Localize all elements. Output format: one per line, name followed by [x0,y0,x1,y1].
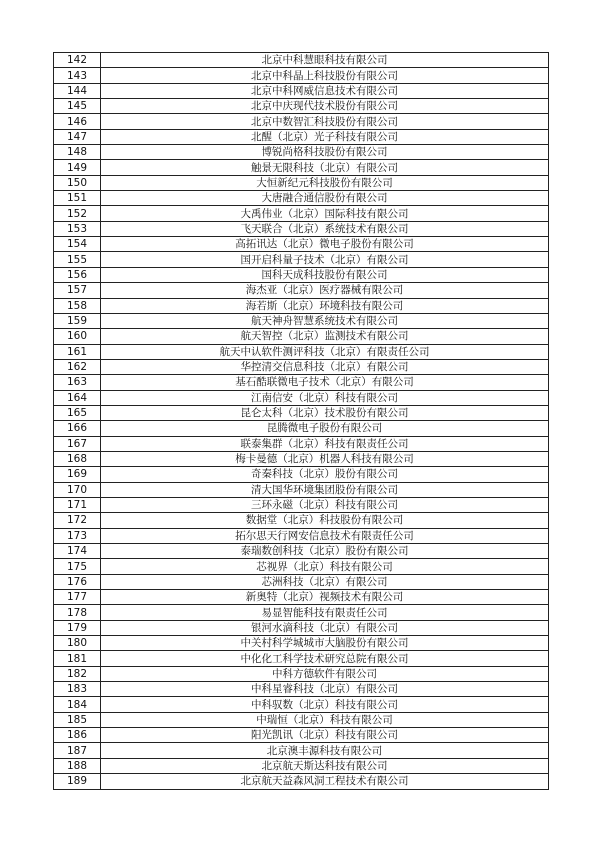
row-number-cell: 142 [54,53,101,68]
company-name-cell: 北京中科网威信息技术有限公司 [101,83,549,98]
table-row [54,651,549,666]
row-number-cell: 156 [54,267,101,282]
table-row [54,68,549,83]
table-row [54,313,549,328]
company-name-cell: 华控清交信息科技（北京）有限公司 [101,359,549,374]
table-row [54,712,549,727]
company-name-cell: 大唐融合通信股份有限公司 [101,191,549,206]
company-name-cell: 中科方德软件有限公司 [101,666,549,681]
company-name-cell: 高拓讯达（北京）微电子股份有限公司 [101,237,549,252]
row-number-cell: 172 [54,513,101,528]
table-row [54,175,549,190]
table-row [54,221,549,236]
company-name-cell: 奇秦科技（北京）股份有限公司 [101,467,549,482]
table-row [54,390,549,405]
company-name-cell: 国科天成科技股份有限公司 [101,267,549,282]
row-number-cell: 163 [54,375,101,390]
company-name-cell: 北京澳丰源科技有限公司 [101,743,549,758]
table-row [54,451,549,466]
row-number-cell: 149 [54,160,101,175]
table-row [54,559,549,574]
row-number-cell: 189 [54,774,101,789]
table-row [54,160,549,175]
company-name-cell: 中科星睿科技（北京）有限公司 [101,682,549,697]
row-number-cell: 169 [54,467,101,482]
table-row [54,83,549,98]
company-name-cell: 触景无限科技（北京）有限公司 [101,160,549,175]
company-name-cell: 阳光凯讯（北京）科技有限公司 [101,728,549,743]
row-number-cell: 173 [54,528,101,543]
table-row [54,329,549,344]
table-row [54,728,549,743]
company-name-cell: 北京中庆现代技术股份有限公司 [101,99,549,114]
table-row [54,99,549,114]
company-name-cell: 飞天联合（北京）系统技术有限公司 [101,221,549,236]
table-row [54,620,549,635]
table-row [54,544,549,559]
row-number-cell: 154 [54,237,101,252]
company-name-cell: 北京中科慧眼科技有限公司 [101,53,549,68]
table-row [54,666,549,681]
company-name-cell: 博锐尚格科技股份有限公司 [101,145,549,160]
company-name-cell: 清大国华环境集团股份有限公司 [101,482,549,497]
row-number-cell: 186 [54,728,101,743]
table-row [54,206,549,221]
row-number-cell: 161 [54,344,101,359]
table-row [54,114,549,129]
company-name-cell: 昆仑太科（北京）技术股份有限公司 [101,405,549,420]
row-number-cell: 183 [54,682,101,697]
row-number-cell: 165 [54,405,101,420]
table-row [54,283,549,298]
row-number-cell: 176 [54,574,101,589]
table-row [54,298,549,313]
row-number-cell: 155 [54,252,101,267]
row-number-cell: 159 [54,313,101,328]
table-row [54,129,549,144]
company-name-cell: 易显智能科技有限责任公司 [101,605,549,620]
row-number-cell: 146 [54,114,101,129]
row-number-cell: 168 [54,451,101,466]
table-row [54,513,549,528]
company-name-cell: 航天神舟智慧系统技术有限公司 [101,313,549,328]
table-row [54,467,549,482]
table-row [54,237,549,252]
table-row [54,497,549,512]
table-row [54,528,549,543]
company-name-cell: 海杰亚（北京）医疗器械有限公司 [101,283,549,298]
row-number-cell: 148 [54,145,101,160]
company-name-cell: 银河水滴科技（北京）有限公司 [101,620,549,635]
row-number-cell: 178 [54,605,101,620]
row-number-cell: 179 [54,620,101,635]
table-row [54,344,549,359]
company-name-cell: 航天智控（北京）监测技术有限公司 [101,329,549,344]
row-number-cell: 185 [54,712,101,727]
company-name-cell: 北京中科晶上科技股份有限公司 [101,68,549,83]
table-row [54,682,549,697]
table-row [54,482,549,497]
row-number-cell: 171 [54,497,101,512]
row-number-cell: 157 [54,283,101,298]
row-number-cell: 175 [54,559,101,574]
table-row [54,758,549,773]
company-name-cell: 昆腾微电子股份有限公司 [101,421,549,436]
row-number-cell: 150 [54,175,101,190]
row-number-cell: 160 [54,329,101,344]
table-row [54,375,549,390]
company-name-cell: 基石酷联微电子技术（北京）有限公司 [101,375,549,390]
company-name-cell: 联泰集群（北京）科技有限责任公司 [101,436,549,451]
company-name-cell: 泰瑞数创科技（北京）股份有限公司 [101,544,549,559]
table-row [54,436,549,451]
company-name-cell: 梅卡曼德（北京）机器人科技有限公司 [101,451,549,466]
row-number-cell: 152 [54,206,101,221]
row-number-cell: 180 [54,636,101,651]
row-number-cell: 187 [54,743,101,758]
company-name-cell: 中科驭数（北京）科技有限公司 [101,697,549,712]
company-name-cell: 北京航天斯达科技有限公司 [101,758,549,773]
table-body [54,53,549,790]
row-number-cell: 181 [54,651,101,666]
company-name-cell: 芯视界（北京）科技有限公司 [101,559,549,574]
row-number-cell: 144 [54,83,101,98]
row-number-cell: 177 [54,590,101,605]
company-name-cell: 大恒新纪元科技股份有限公司 [101,175,549,190]
company-name-cell: 海若斯（北京）环境科技有限公司 [101,298,549,313]
row-number-cell: 153 [54,221,101,236]
company-name-cell: 中瑞恒（北京）科技有限公司 [101,712,549,727]
table-row [54,267,549,282]
company-name-cell: 拓尔思天行网安信息技术有限责任公司 [101,528,549,543]
table-row [54,252,549,267]
company-name-cell: 中化化工科学技术研究总院有限公司 [101,651,549,666]
company-name-cell: 数据堂（北京）科技股份有限公司 [101,513,549,528]
company-list-table [53,52,549,790]
row-number-cell: 184 [54,697,101,712]
company-name-cell: 大禹伟业（北京）国际科技有限公司 [101,206,549,221]
table-row [54,636,549,651]
table-row [54,421,549,436]
row-number-cell: 188 [54,758,101,773]
company-name-cell: 北醒（北京）光子科技有限公司 [101,129,549,144]
table-row [54,405,549,420]
row-number-cell: 164 [54,390,101,405]
table-row [54,697,549,712]
table-row [54,605,549,620]
row-number-cell: 170 [54,482,101,497]
table-row [54,590,549,605]
row-number-cell: 158 [54,298,101,313]
row-number-cell: 162 [54,359,101,374]
table-row [54,359,549,374]
table-row [54,743,549,758]
row-number-cell: 167 [54,436,101,451]
company-name-cell: 中关村科学城城市大脑股份有限公司 [101,636,549,651]
company-name-cell: 三环永磁（北京）科技有限公司 [101,497,549,512]
company-name-cell: 北京航天益森风洞工程技术有限公司 [101,774,549,789]
company-name-cell: 新奥特（北京）视频技术有限公司 [101,590,549,605]
company-name-cell: 芯洲科技（北京）有限公司 [101,574,549,589]
row-number-cell: 151 [54,191,101,206]
row-number-cell: 147 [54,129,101,144]
table-row [54,53,549,68]
row-number-cell: 145 [54,99,101,114]
row-number-cell: 143 [54,68,101,83]
company-name-cell: 国开启科量子技术（北京）有限公司 [101,252,549,267]
table-row [54,145,549,160]
company-name-cell: 北京中数智汇科技股份有限公司 [101,114,549,129]
company-name-cell: 航天中认软件测评科技（北京）有限责任公司 [101,344,549,359]
company-name-cell: 江南信安（北京）科技有限公司 [101,390,549,405]
row-number-cell: 166 [54,421,101,436]
row-number-cell: 174 [54,544,101,559]
row-number-cell: 182 [54,666,101,681]
table-row [54,774,549,789]
table-row [54,191,549,206]
table-row [54,574,549,589]
